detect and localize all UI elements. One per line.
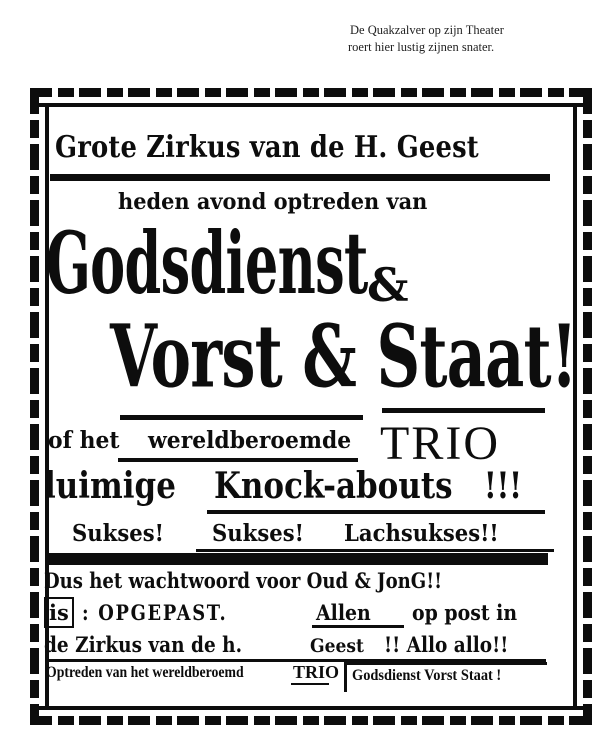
line-zirkus: de Zirkus van de h. <box>44 632 243 657</box>
sukses-1: Sukses! <box>72 520 164 547</box>
border-right <box>583 88 592 725</box>
border-bottom <box>30 716 592 725</box>
sukses-2: Sukses! <box>212 520 304 547</box>
line-knock-abouts: Knock-abouts <box>214 465 453 507</box>
line-allo: !! Allo allo!! <box>384 632 509 657</box>
rule-trio-small <box>291 683 329 685</box>
border-left <box>30 88 39 725</box>
box-godsdienst-small <box>344 662 547 692</box>
border-top-inner <box>38 103 584 107</box>
headline-godsdienst: Godsdienst <box>46 214 368 314</box>
rule-wereldberoemde <box>118 458 358 462</box>
lachsukses: Lachsukses!! <box>344 520 499 547</box>
line-op-post-in: op post in <box>412 600 518 625</box>
line-watchword: Dus het wachtwoord voor Oud & JonG!! <box>44 568 443 593</box>
ampersand-1: & <box>367 258 409 312</box>
headline-rule-1 <box>120 415 363 420</box>
caption-line-1: De Quakzalver op zijn Theater <box>350 23 504 37</box>
poster-title: Grote Zirkus van de H. Geest <box>55 130 479 165</box>
rule-allen <box>312 625 404 628</box>
line-wereldberoemde: wereldberoemde <box>148 427 352 454</box>
line-bangs: !!! <box>484 465 522 507</box>
headline-rule-2 <box>382 408 545 413</box>
border-bottom-inner <box>38 706 584 710</box>
title-rule <box>50 174 550 181</box>
word-is: is <box>49 600 69 625</box>
rule-sukses <box>196 549 554 552</box>
border-top <box>30 88 592 97</box>
trio-small: TRIO <box>293 662 340 682</box>
poster-subtitle: heden avond optreden van <box>118 189 428 215</box>
headline-vorst-staat: Vorst & Staat! <box>110 306 577 407</box>
caption-line-2: roert hier lustig zijnen snater. <box>348 40 495 54</box>
word-geest: Geest <box>310 635 364 657</box>
separator-bar <box>48 553 548 565</box>
trio-large: TRIO <box>380 417 500 470</box>
caption <box>350 22 600 56</box>
rule-knock-abouts <box>207 510 545 514</box>
word-allen: Allen <box>316 600 371 625</box>
line-luimige: luimige <box>44 465 176 507</box>
line-of-het: of het <box>48 427 120 454</box>
line-opgepast: : OPGEPAST. <box>82 600 228 625</box>
line-optreden: Optreden van het wereldberoemd <box>46 664 244 681</box>
line-godsdienst-small: Godsdienst Vorst Staat ! <box>352 667 502 684</box>
